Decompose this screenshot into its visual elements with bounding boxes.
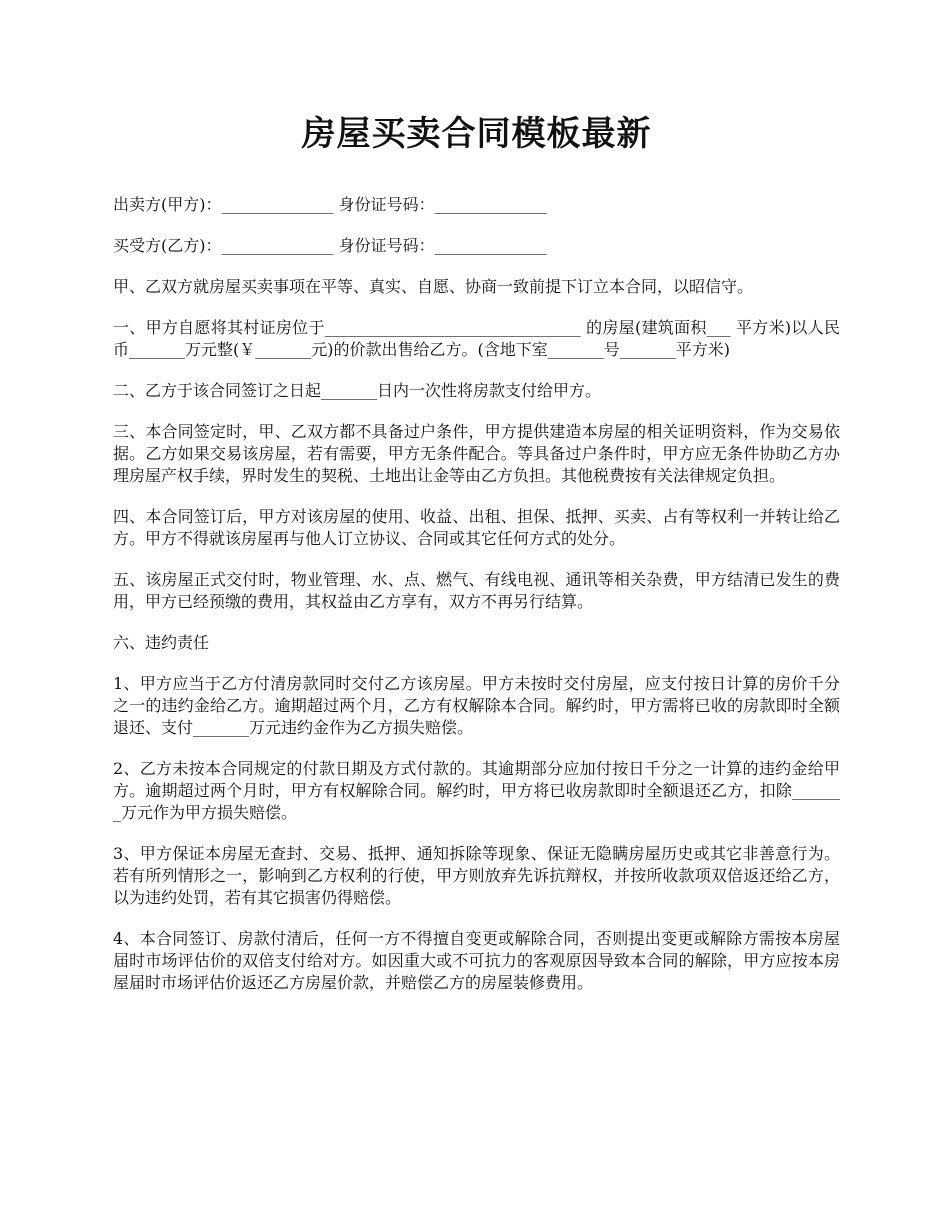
breach-item-4: 4、本合同签订、房款付清后，任何一方不得擅自变更或解除合同，否则提出变更或解除方需按本房屋届时市场评估价的双倍支付给对方。如因重大或不可抗力的客观原因导致本合同的解除，甲方应按本房屋届时市场评估价返还乙方房屋价款，并赔偿乙方的房屋装修费用。 [113, 929, 840, 992]
buyer-line: 买受方(乙方)：______________ 身份证号码：______________ [113, 236, 547, 255]
clause-1-paragraph: 一、甲方自愿将其村证房位于________________________________ 的房屋(建筑面积___ 平方米)以人民币_______万元整(￥_______元)的价款出售给乙方。(含地下室_______号_______平方米) [113, 318, 840, 359]
clause-2-paragraph: 二、乙方于该合同签订之日起_______日内一次性将房款支付给甲方。 [113, 381, 602, 400]
seller-line: 出卖方(甲方)：______________ 身份证号码：______________ [113, 195, 547, 214]
preamble-paragraph: 甲、乙双方就房屋买卖事项在平等、真实、自愿、协商一致前提下订立本合同，以昭信守。 [113, 277, 754, 296]
document-title: 房屋买卖合同模板最新 [301, 114, 652, 154]
clause-3-paragraph: 三、本合同签定时，甲、乙双方都不具备过户条件，甲方提供建造本房屋的相关证明资料，作为交易依据。乙方如果交易该房屋，若有需要，甲方无条件配合。等具备过户条件时，甲方应无条件协助乙方办理房屋产权手续，界时发生的契税、土地出让金等由乙方负担。其他税费按有关法律规定负担。 [113, 422, 840, 485]
clause-6-heading: 六、违约责任 [113, 633, 210, 652]
clause-5-paragraph: 五、该房屋正式交付时，物业管理、水、点、燃气、有线电视、通讯等相关杂费，甲方结清已发生的费用，甲方已经预缴的费用，其权益由乙方享有，双方不再另行结算。 [113, 570, 840, 611]
breach-item-2: 2、乙方未按本合同规定的付款日期及方式付款的。其逾期部分应加付按日千分之一计算的违约金给甲方。逾期超过两个月时，甲方有权解除合同。解约时，甲方将已收房款即时全额退还乙方，扣除_______万元作为甲方损失赔偿。 [113, 759, 840, 822]
breach-item-1: 1、甲方应当于乙方付清房款同时交付乙方该房屋。甲方未按时交付房屋，应支付按日计算的房价千分之一的违约金给乙方。逾期超过两个月，乙方有权解除本合同。解约时，甲方需将已收的房款即时全额退还、支付_______万元违约金作为乙方损失赔偿。 [113, 674, 840, 737]
clause-4-paragraph: 四、本合同签订后，甲方对该房屋的使用、收益、出租、担保、抵押、买卖、占有等权利一并转让给乙方。甲方不得就该房屋再与他人订立协议、合同或其它任何方式的处分。 [113, 507, 840, 548]
breach-item-3: 3、甲方保证本房屋无查封、交易、抵押、通知拆除等现象、保证无隐瞒房屋历史或其它非善意行为。若有所列情形之一，影响到乙方权利的行使，甲方则放弃先诉抗辩权，并按所收款项双倍返还给乙方，以为违约处罚，若有其它损害仍得赔偿。 [113, 844, 840, 907]
